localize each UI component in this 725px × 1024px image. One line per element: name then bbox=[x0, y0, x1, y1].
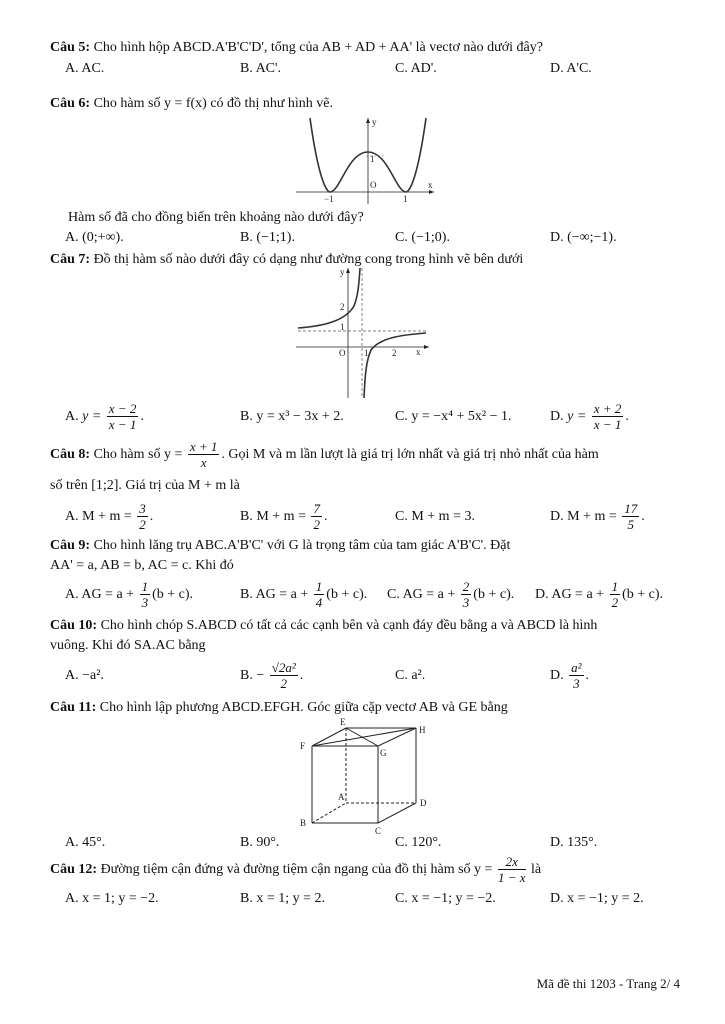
option-c[interactable]: C. 120°. bbox=[395, 835, 442, 850]
question-label: Câu 6: bbox=[50, 96, 91, 111]
option-c[interactable]: C. (−1;0). bbox=[395, 230, 450, 245]
option-d[interactable]: D. 135°. bbox=[550, 835, 598, 850]
question-6 bbox=[50, 94, 680, 114]
question-6-prompt bbox=[68, 208, 698, 228]
question-text: Cho hình lăng trụ ABC.A'B'C' với G là trọng tâm của tam giác A'B'C'. Đặt bbox=[93, 538, 511, 553]
q11-options bbox=[65, 832, 685, 854]
option-a-pre: y = bbox=[82, 409, 102, 424]
q7-options bbox=[65, 400, 685, 434]
vertex-c: C bbox=[375, 826, 382, 836]
x-arrow bbox=[429, 190, 434, 194]
edge-cd bbox=[378, 803, 416, 823]
q9-options bbox=[65, 578, 685, 612]
question-10-line2 bbox=[50, 636, 680, 656]
question-frac bbox=[498, 854, 526, 885]
question-label: Câu 7: bbox=[50, 252, 91, 267]
option-frac bbox=[311, 501, 322, 532]
question-text: Cho hàm số y = f(x) có đồ thị như hình vẽ. bbox=[93, 96, 334, 111]
option-post: . bbox=[149, 509, 154, 524]
option-d[interactable]: D. x = −1; y = 2. bbox=[550, 891, 644, 906]
frac-num: 2 bbox=[462, 579, 470, 595]
hyperbola-graph bbox=[296, 266, 431, 400]
question-label: Câu 12: bbox=[50, 862, 98, 877]
question-frac bbox=[188, 439, 220, 470]
question-5 bbox=[50, 38, 680, 58]
option-c[interactable]: C. x = −1; y = −2. bbox=[395, 891, 496, 906]
option-post: (b + c). bbox=[152, 587, 194, 602]
tick-pos1: 1 bbox=[403, 194, 408, 204]
frac-num: 2x bbox=[498, 854, 526, 870]
question-9-line2 bbox=[50, 556, 680, 576]
y-arrow bbox=[346, 268, 350, 273]
option-post: (b + c). bbox=[622, 587, 664, 602]
option-frac bbox=[140, 579, 151, 610]
option-d[interactable] bbox=[535, 578, 663, 612]
question-text: Cho hình hộp ABCD.A'B'C'D', tổng của AB + AD + AA' là vectơ nào dưới đây? bbox=[93, 40, 543, 55]
question-text: Đồ thị hàm số nào dưới đây có dạng như đường cong trong hình vẽ bên dưới bbox=[93, 252, 524, 267]
page-footer: Mã đề thi 1203 - Trang 2/ 4 bbox=[536, 976, 680, 991]
question-text-pre: Cho hàm số y = bbox=[93, 447, 183, 462]
option-a[interactable] bbox=[65, 500, 153, 534]
frac-den: x − 1 bbox=[108, 417, 137, 433]
option-pre: D. bbox=[550, 668, 564, 683]
option-b[interactable]: B. y = x³ − 3x + 2. bbox=[240, 409, 344, 424]
y-label: y bbox=[340, 267, 345, 277]
frac-den: 3 bbox=[141, 595, 149, 611]
frac-num: 1 bbox=[315, 579, 323, 595]
option-frac bbox=[610, 579, 621, 610]
question-text: Cho hình lập phương ABCD.EFGH. Góc giữa cặp vectơ AB và GE bằng bbox=[99, 700, 508, 715]
frac-den: 3 bbox=[573, 676, 580, 692]
option-post: . bbox=[299, 668, 304, 683]
origin-label: O bbox=[370, 180, 377, 190]
option-frac bbox=[569, 660, 583, 691]
option-d[interactable] bbox=[550, 500, 645, 534]
question-8-line2 bbox=[50, 476, 680, 496]
option-c[interactable]: C. a². bbox=[395, 668, 426, 683]
option-c[interactable] bbox=[387, 578, 514, 612]
question-text: vuông. Khi đó SA.AC bằng bbox=[50, 638, 206, 653]
question-label: Câu 5: bbox=[50, 40, 91, 55]
vertex-d: D bbox=[420, 798, 427, 808]
right-branch bbox=[364, 333, 426, 398]
option-b[interactable]: B. x = 1; y = 2. bbox=[240, 891, 326, 906]
option-pre: B. AG = a + bbox=[240, 587, 309, 602]
frac-num: a² bbox=[571, 660, 582, 676]
question-text: số trên [1;2]. Giá trị của M + m là bbox=[50, 478, 240, 493]
option-post: . bbox=[641, 509, 645, 524]
tick-y1: 1 bbox=[340, 322, 345, 332]
q6-options bbox=[65, 227, 685, 249]
option-pre: B. M + m = bbox=[240, 509, 306, 524]
option-a[interactable]: A. 45°. bbox=[65, 835, 106, 850]
option-d[interactable]: D. (−∞;−1). bbox=[550, 230, 617, 245]
option-a-letter: A. bbox=[65, 409, 79, 424]
edge-ba bbox=[312, 803, 346, 823]
option-a[interactable] bbox=[65, 400, 144, 434]
question-label: Câu 9: bbox=[50, 538, 91, 553]
question-label: Câu 11: bbox=[50, 700, 97, 715]
vertex-g: G bbox=[380, 748, 387, 758]
option-pre: C. AG = a + bbox=[387, 587, 456, 602]
option-b[interactable]: B. 90°. bbox=[240, 835, 280, 850]
cube-figure bbox=[290, 716, 435, 836]
option-frac bbox=[137, 501, 148, 532]
frac-den: 5 bbox=[627, 517, 634, 533]
option-b[interactable]: B. AC'. bbox=[240, 61, 282, 76]
frac-den: 2 bbox=[313, 517, 320, 533]
tick-x1: 1 bbox=[364, 348, 369, 358]
question-text: Cho hình chóp S.ABCD có tất cả các cạnh bên và cạnh đáy đều bằng a và ABCD là hình bbox=[100, 618, 598, 633]
option-d[interactable]: D. A'C. bbox=[550, 61, 592, 76]
option-d-frac bbox=[592, 401, 624, 432]
frac-den: 2 bbox=[611, 595, 619, 611]
frac-num: √2a² bbox=[271, 660, 296, 676]
frac-num: 3 bbox=[139, 501, 146, 517]
tick-neg1: −1 bbox=[324, 194, 334, 204]
option-d[interactable] bbox=[550, 658, 589, 694]
vertex-h: H bbox=[419, 725, 426, 735]
option-c[interactable]: C. y = −x⁴ + 5x² − 1. bbox=[395, 409, 512, 424]
option-a[interactable]: A. (0;+∞). bbox=[65, 230, 124, 245]
x-label: x bbox=[416, 347, 421, 357]
q10-options bbox=[65, 658, 685, 694]
question-11 bbox=[50, 698, 680, 718]
question-12 bbox=[50, 852, 680, 888]
option-pre: D. M + m = bbox=[550, 509, 617, 524]
q12-options bbox=[65, 888, 685, 910]
frac-num: 7 bbox=[313, 501, 320, 517]
option-a-post: . bbox=[140, 409, 144, 424]
question-text: AA' = a, AB = b, AC = c. Khi đó bbox=[50, 558, 234, 573]
option-b[interactable]: B. (−1;1). bbox=[240, 230, 295, 245]
option-pre: A. AG = a + bbox=[65, 587, 135, 602]
vertex-e: E bbox=[340, 717, 346, 727]
option-post: (b + c). bbox=[326, 587, 368, 602]
option-a[interactable]: A. −a². bbox=[65, 668, 104, 683]
y-arrow bbox=[366, 118, 370, 123]
frac-den: 3 bbox=[462, 595, 470, 611]
option-d[interactable] bbox=[550, 400, 629, 434]
option-frac bbox=[622, 501, 639, 532]
quartic-graph bbox=[296, 116, 436, 206]
frac-den: x bbox=[200, 455, 207, 471]
option-b[interactable] bbox=[240, 500, 327, 534]
tick-y1: 1 bbox=[370, 154, 375, 164]
question-text: Hàm số đã cho đồng biến trên khoảng nào dưới đây? bbox=[68, 210, 364, 225]
option-d-post: . bbox=[625, 409, 629, 424]
question-8 bbox=[50, 438, 680, 472]
option-frac bbox=[461, 579, 472, 610]
frac-num: 1 bbox=[141, 579, 149, 595]
option-post: (b + c). bbox=[473, 587, 515, 602]
option-d-letter: D. bbox=[550, 409, 564, 424]
option-a-frac bbox=[107, 401, 139, 432]
question-label: Câu 8: bbox=[50, 447, 91, 462]
vertex-a: A bbox=[338, 792, 345, 802]
tick-y2: 2 bbox=[340, 302, 345, 312]
frac-den: 4 bbox=[315, 595, 323, 611]
option-post: . bbox=[323, 509, 328, 524]
frac-num: x + 1 bbox=[189, 439, 218, 455]
edge-gh bbox=[378, 728, 416, 746]
option-pre: B. − bbox=[240, 668, 265, 683]
question-10 bbox=[50, 616, 680, 636]
option-c[interactable]: C. M + m = 3. bbox=[395, 509, 475, 524]
vertex-f: F bbox=[300, 741, 306, 751]
x-arrow bbox=[424, 345, 429, 349]
frac-num: 17 bbox=[624, 501, 638, 517]
option-a[interactable] bbox=[65, 578, 193, 612]
diag-fh bbox=[312, 728, 416, 746]
frac-num: 1 bbox=[611, 579, 619, 595]
question-text-post: . Gọi M và m lần lượt là giá trị lớn nhất và giá trị nhỏ nhất của hàm bbox=[221, 447, 599, 462]
frac-den: 2 bbox=[139, 517, 146, 533]
q5-options bbox=[65, 58, 685, 80]
option-d-pre: y = bbox=[567, 409, 587, 424]
frac-den: 2 bbox=[280, 676, 287, 692]
frac-den: 1 − x bbox=[497, 870, 526, 886]
vertex-b: B bbox=[300, 818, 307, 828]
origin-label: O bbox=[339, 348, 346, 358]
question-label: Câu 10: bbox=[50, 618, 98, 633]
frac-den: x − 1 bbox=[593, 417, 622, 433]
option-c[interactable]: C. AD'. bbox=[395, 61, 437, 76]
frac-num: x + 2 bbox=[593, 401, 622, 417]
option-b[interactable] bbox=[240, 658, 303, 694]
question-text-post: là bbox=[531, 862, 542, 877]
question-text-pre: Đường tiệm cận đứng và đường tiệm cận ngang của đồ thị hàm số y = bbox=[100, 862, 493, 877]
x-label: x bbox=[428, 180, 433, 190]
option-a[interactable]: A. x = 1; y = −2. bbox=[65, 891, 159, 906]
q8-options bbox=[65, 500, 685, 534]
tick-x2: 2 bbox=[392, 348, 397, 358]
y-label: y bbox=[372, 117, 377, 127]
option-frac bbox=[314, 579, 325, 610]
option-b[interactable] bbox=[240, 578, 367, 612]
option-pre: A. M + m = bbox=[65, 509, 132, 524]
left-branch bbox=[298, 268, 360, 328]
question-9 bbox=[50, 536, 680, 556]
option-frac bbox=[270, 660, 298, 691]
option-pre: D. AG = a + bbox=[535, 587, 605, 602]
option-post: . bbox=[585, 668, 590, 683]
frac-num: x − 2 bbox=[108, 401, 137, 417]
option-a[interactable]: A. AC. bbox=[65, 61, 105, 76]
